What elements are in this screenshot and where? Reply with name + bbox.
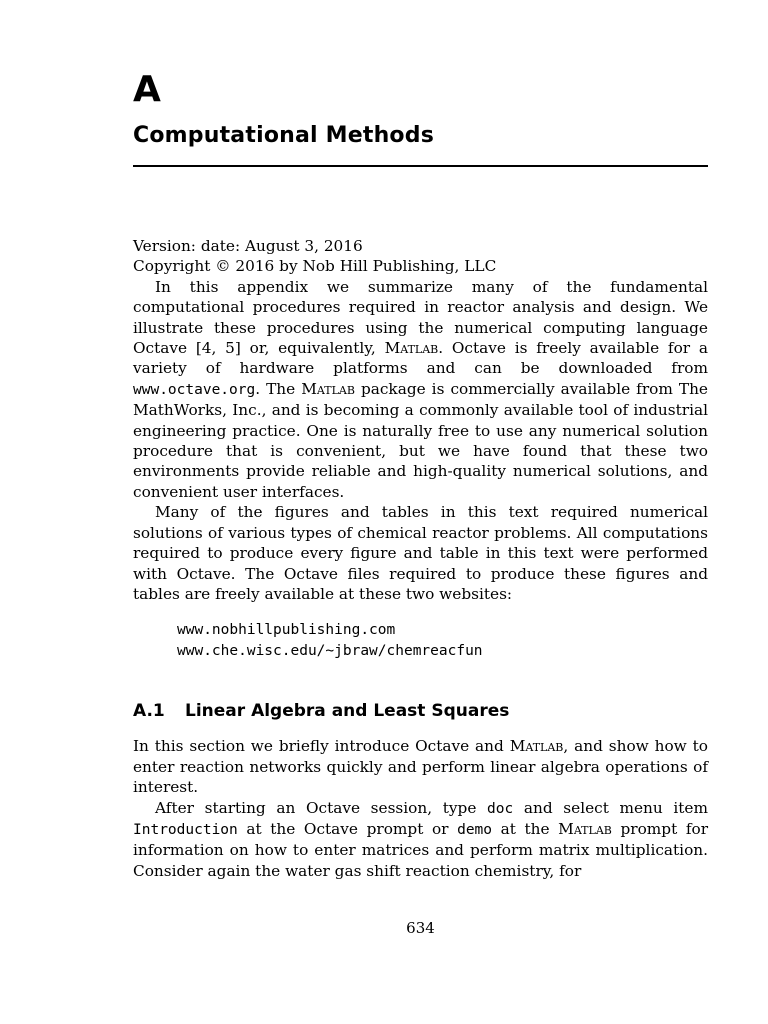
- website-url[interactable]: www.che.wisc.edu/~jbraw/chemreacfun: [177, 643, 483, 660]
- chapter-rule: [133, 165, 708, 167]
- matlab-name: Matlab: [558, 819, 612, 838]
- intro-text-a: In this appendix we summarize many of the fundamental computational procedures required in reactor analysis and design. We illustrate these procedures using the numerical computing language Octave [4, 5] or, equivalently,: [133, 277, 708, 358]
- section-text-e: at the Octave prompt or: [237, 819, 458, 838]
- section-number: A.1: [133, 701, 165, 722]
- section-paragraph-1: [133, 736, 708, 797]
- intro-text-d: package is commercially available from The MathWorks, Inc., and is becoming a commonly available tool of industrial engineering practice. One is naturally free to use any numerical solution procedure that is convenient, but we have found that these two environments provide reliable and high-quality numerical solutions, and convenient user interfaces.: [133, 379, 708, 501]
- section-heading: [133, 700, 708, 722]
- body-text: [133, 236, 708, 881]
- chapter-letter: A: [133, 69, 161, 110]
- page-number: 634: [406, 919, 435, 937]
- chapter-title: Computational Methods: [133, 123, 434, 148]
- intro-text-c: . The: [255, 379, 302, 398]
- section-title: Linear Algebra and Least Squares: [185, 701, 510, 722]
- introduction-menu-item: Introduction: [133, 821, 238, 838]
- copyright-line: Copyright © 2016 by Nob Hill Publishing, LLC: [133, 257, 497, 276]
- octave-url[interactable]: www.octave.org: [133, 381, 256, 398]
- intro-text-b: . Octave is freely available for a variety of hardware platforms and can be downloaded from: [133, 339, 708, 378]
- intro-paragraph-2: Many of the figures and tables in this text required numerical solutions of various types of chemical reactor problems. All computations required to produce every figure and table in this text were performed with Octave. The Octave files required to produce these figures and tables are freely available at these two websites:: [133, 503, 708, 603]
- section-text-f: at the: [492, 819, 559, 838]
- demo-command: demo: [457, 821, 493, 838]
- matlab-name: Matlab: [301, 379, 355, 398]
- doc-command: doc: [487, 800, 514, 817]
- website-list: [177, 620, 708, 662]
- matlab-name: Matlab: [509, 737, 564, 756]
- section-text-a: In this section we briefly introduce Octave and: [133, 737, 510, 756]
- section-text-b: , and show how to enter reaction networks quickly and perform linear algebra operations of interest.: [133, 737, 708, 797]
- section-text-d: and select menu item: [513, 798, 708, 817]
- intro-paragraph-1: [133, 277, 708, 502]
- matlab-name: Matlab: [384, 339, 439, 358]
- section-text-g: prompt for information on how to enter matrices and perform matrix multiplication. Consider again the water gas shift reaction chemistry, for: [133, 819, 709, 880]
- website-url[interactable]: www.nobhillpublishing.com: [177, 622, 396, 639]
- section-text-c: After starting an Octave session, type: [155, 798, 488, 817]
- section-paragraph-2: [133, 798, 708, 882]
- version-line: Version: date: August 3, 2016: [133, 237, 363, 255]
